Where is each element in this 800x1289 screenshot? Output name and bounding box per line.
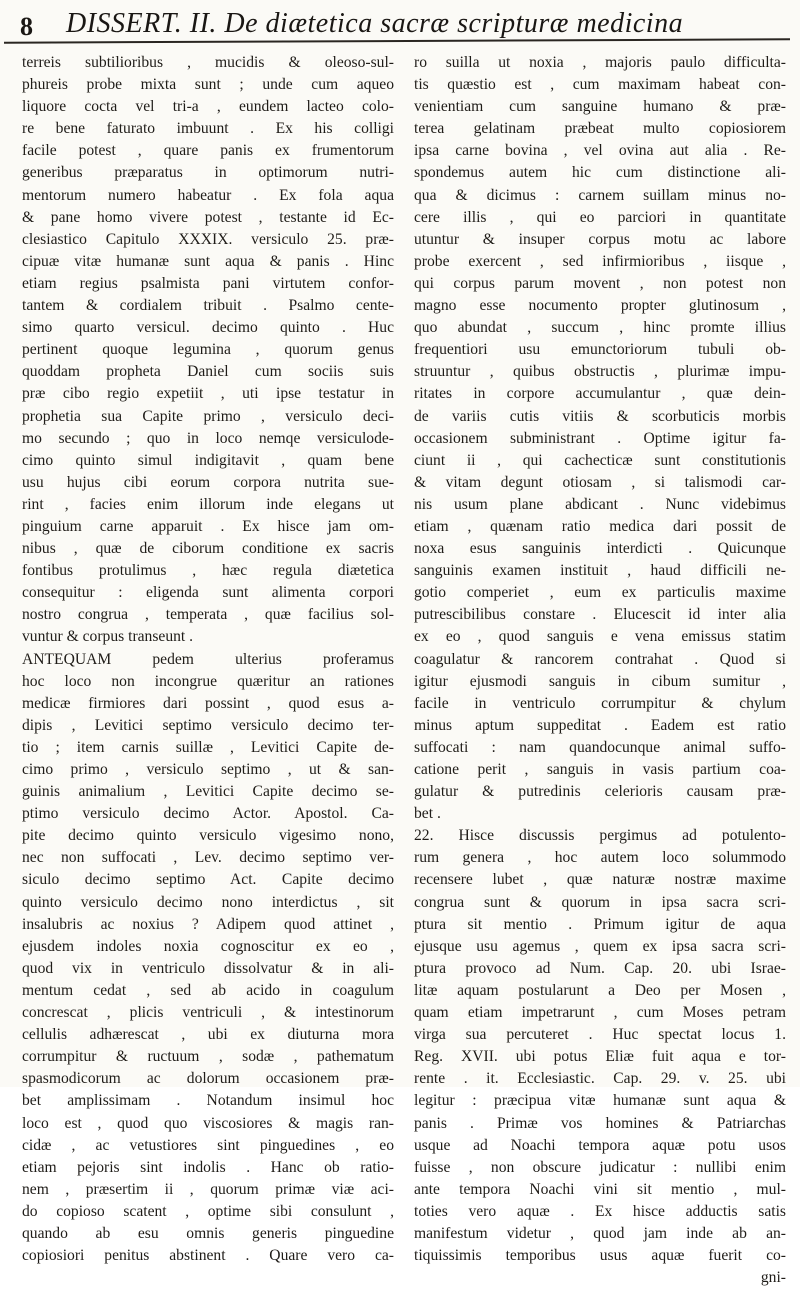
text-line: ro suilla ut noxia , majoris paulo difficulta-	[414, 54, 786, 71]
text-line: fontibus protulimus , hæc regula diætetica	[22, 562, 394, 580]
text-line: usu hujus cibi eorum corpora nutrita sue-	[22, 473, 394, 491]
text-line: cere illis , qui eo parciori in quantitate	[414, 208, 786, 226]
text-line: guinis animalium , Levitici Capite decimo se-	[22, 783, 394, 801]
text-line: putrescibilibus constare . Elucescit id inter alia	[414, 606, 786, 624]
text-line: catione perit , sanguis in vasis partium coa-	[414, 761, 786, 778]
text-line: ejusdem indoles noxia cognoscitur ex eo ,	[22, 937, 394, 955]
text-line: cidæ , ac vetustiores sint pinguedines , eo	[22, 1136, 394, 1154]
text-line: suffocati : nam quandocunque animal suffo-	[414, 738, 786, 756]
text-line: clesiastico Capitulo XXXIX. versiculo 25. præ-	[22, 230, 394, 248]
text-line: coagulatur & rancorem contrahat . Quod si	[414, 650, 786, 668]
text-line: quod vix in ventriculo dissolvatur & in ali-	[22, 959, 394, 977]
text-line: etiam regius psalmista pani virtutem confor-	[22, 274, 394, 292]
text-line: loco est , quod quo viscosiores & magis ran-	[22, 1114, 394, 1132]
text-line: noxa esus sanguinis interdicti . Quicunque	[414, 540, 786, 558]
text-line: hoc loco non incongrue quæritur an rationes	[22, 672, 394, 690]
text-line: cimo primo , versiculo septimo , ut & san-	[22, 761, 394, 778]
text-line: ptimo versiculo decimo Actor. Apostol. Ca-	[22, 805, 394, 823]
text-line: cimo quinto simul indigitavit , quam bene	[22, 451, 394, 469]
text-line: ptura provoco ad Num. Cap. 20. ubi Israe-	[414, 959, 786, 977]
text-line: de variis cutis vitiis & scorbuticis morbis	[414, 407, 786, 425]
text-line: virga sua percuteret . Huc spectat locus 1.	[414, 1026, 786, 1044]
text-line: præ cibo regio expetiit , uti ipse testatur in	[22, 385, 394, 403]
text-line: bet amplissimam . Notandum insimul hoc	[22, 1092, 394, 1110]
running-head	[20, 6, 790, 40]
text-line: & pane homo vivere potest , testante id Ec-	[22, 208, 394, 226]
text-line: nibus , quæ de ciborum conditione ex sacris	[22, 540, 394, 558]
text-line: mentorum numero habeatur . Ex fola aqua	[22, 186, 394, 204]
running-head-title: DISSERT. II. De diætetica sacræ scripturæ medicina	[66, 8, 684, 39]
text-line: ejusque usu agemus , quem ex ipsa sacra scri-	[414, 937, 786, 955]
right-text-column	[414, 52, 786, 1287]
text-line: rum genera , hoc autem loco solummodo	[414, 849, 786, 867]
text-line: fuisse , non obscure judicatur : nullibi enim	[414, 1158, 786, 1176]
text-line: tantem & cordialem tribuit . Psalmo cente-	[22, 297, 394, 315]
text-line: ex eo , quod sanguis e vena emissus statim	[414, 628, 786, 646]
text-line: vuntur & corpus transeunt .	[22, 628, 194, 646]
text-line: ptura sit mentio . Primum igitur de aqua	[414, 915, 786, 933]
text-line: mo secundo ; quo in loco nemqe versiculode-	[22, 429, 394, 447]
text-line: minus aptum suppeditat . Eadem est ratio	[414, 716, 786, 734]
text-line: legitur : præcipua vitæ humanæ sunt aqua &	[414, 1092, 786, 1110]
text-line: pinguium carne apparuit . Ex hisce jam om-	[22, 517, 394, 535]
text-line: nostro congrua , temperata , quæ facilius sol-	[22, 606, 394, 624]
text-line: prophetia sua Capite primo , versiculo deci-	[22, 407, 394, 425]
text-line: 22. Hisce discussis pergimus ad potulento-	[414, 827, 786, 845]
text-line: mentum cedat , sed ab acido in coagulum	[22, 981, 394, 999]
text-line: quam etiam impetrarunt , cum Moses petram	[414, 1004, 786, 1022]
text-line: medicæ firmiores dari possint , quod esus a-	[22, 694, 394, 712]
text-line: pertinent quoque legumina , quorum genus	[22, 341, 394, 359]
text-line: spasmodicorum ac dolorum occasionem præ-	[22, 1070, 394, 1088]
text-line: concrescat , plicis ventriculi , & intestinorum	[22, 1004, 394, 1022]
text-line: recensere lubet , quæ naturæ nostræ maxime	[414, 871, 786, 889]
text-line: toties vero aquæ . Ex hisce adductis satis	[414, 1202, 786, 1220]
text-line: rint , facies enim illorum inde elegans ut	[22, 495, 394, 513]
text-line: manifestum videtur , quod jam inde ab an-	[414, 1224, 786, 1242]
text-line: rente . it. Ecclesiastic. Cap. 29. v. 25. ubi	[414, 1070, 786, 1088]
text-line: quoddam propheta Daniel cum sociis suis	[22, 363, 394, 381]
text-line: corrumpitur & ructuum , sodæ , pathematum	[22, 1048, 394, 1066]
text-line: liquore cocta vel tri-a , eundem lacteo colo-	[22, 98, 394, 116]
text-line: cipuæ vitæ humanæ sunt aqua & panis . Hinc	[22, 252, 394, 270]
text-line: etiam pejoris sint indolis . Hanc ob ratio-	[22, 1158, 394, 1176]
text-line: nem , præsertim ii , quorum primæ viæ aci-	[22, 1180, 394, 1198]
text-line: ante tempora Noachi vini sit mentio , mul-	[414, 1180, 786, 1198]
text-line: sanguinis examen instituit , haud difficili ne-	[414, 562, 786, 580]
text-line: qui corpus parum movent , non potest non	[414, 274, 786, 292]
text-line: consequitur : eligenda sunt alimenta corpori	[22, 584, 394, 602]
text-line: quinto versiculo decimo nono interdictus , sit	[22, 893, 394, 911]
text-line: copiosiori penitus abstinent . Quare vero ca-	[22, 1247, 394, 1265]
text-line: usque ad Noachi tempora aquæ potu usos	[414, 1136, 786, 1154]
text-line: panis . Primæ vos homines & Patriarchas	[414, 1114, 786, 1132]
text-line: do copioso scatent , optime sibi consulunt ,	[22, 1202, 394, 1220]
text-line: occasionem subministrant . Optime igitur fa-	[414, 429, 786, 447]
text-line: qua & dicimus : carnem suillam minus no-	[414, 186, 786, 204]
text-line: frequentiori usu emunctoriorum tubuli ob-	[414, 341, 786, 359]
text-line: ANTEQUAM pedem ulterius proferamus	[22, 650, 394, 668]
text-line: magno esse nocumento propter glutinosum ,	[414, 297, 786, 315]
text-line: simo quarto versicul. decimo quinto . Huc	[22, 319, 394, 337]
text-line: nis usum plane abdicant . Nunc videbimus	[414, 495, 786, 513]
text-line: dipis , Levitici septimo versiculo decimo ter-	[22, 716, 394, 734]
text-line: siculo decimo septimo Act. Capite decimo	[22, 871, 394, 889]
text-line: Reg. XVII. ubi potus Eliæ fuit aqua e tor-	[414, 1048, 786, 1066]
catchword: gni-	[760, 1269, 786, 1287]
text-line: tio ; item carnis suillæ , Levitici Capite de-	[22, 738, 394, 756]
left-text-column	[22, 52, 394, 1265]
text-line: etiam , quænam ratio medica dari possit de	[414, 517, 786, 535]
text-line: ipsa carne bovina , vel ovina aut alia . Re-	[414, 142, 786, 160]
text-line: quo abundat , succum , hinc promte illius	[414, 319, 786, 337]
text-line: utuntur & insuper corpus motu ac labore	[414, 230, 786, 248]
text-line: igitur ejusmodi sanguis in cibum sumitur ,	[414, 672, 786, 690]
text-line: venientiam cum sanguine humano & præ-	[414, 98, 786, 116]
text-line: nec non suffocati , Lev. decimo septimo ver-	[22, 849, 394, 867]
text-line: struuntur , quibus obstructis , plurimæ impu-	[414, 363, 786, 381]
text-line: pite decimo quinto versiculo vigesimo nono,	[22, 827, 394, 845]
text-line: spondemus autem hic cum distinctione ali-	[414, 164, 786, 182]
text-line: & vitam degunt otiosam , si talismodi car-	[414, 473, 786, 491]
text-line: cellulis adhærescat , ubi ex diuturna mora	[22, 1026, 394, 1044]
text-line: probe exercent , sed infirmioribus , iisque ,	[414, 252, 786, 270]
text-line: re bene faturato imbuunt . Ex his colligi	[22, 120, 394, 138]
text-line: facile potest , quare panis ex frumentorum	[22, 142, 394, 160]
text-line: congrua sunt & quorum in ipsa sacra scri-	[414, 893, 786, 911]
text-line: gulatur & putredinis celerioris causam præ-	[414, 783, 786, 801]
text-line: generibus præparatus in optimorum nutri-	[22, 164, 394, 182]
text-line: terreis subtilioribus , mucidis & oleoso-sul-	[22, 54, 394, 71]
text-line: phureis probe mixta sunt ; unde cum aqueo	[22, 76, 394, 94]
text-line: terea gelatinam præbeat multo copiosiorem	[414, 120, 786, 138]
text-line: quando ab esu omnis generis pinguedine	[22, 1224, 394, 1242]
text-line: ritates in corpore accumulantur , quæ dein-	[414, 385, 786, 403]
page-number: 8	[20, 12, 33, 41]
text-line: tis quæstio est , cum maximam habeat con-	[414, 76, 786, 94]
text-line: litæ aquam postularunt a Deo per Mosen ,	[414, 981, 786, 999]
text-line: insalubris ac noxius ? Adipem quod attinet ,	[22, 915, 394, 933]
text-line: ciunt ii , qui cachecticæ sunt constitutionis	[414, 451, 786, 469]
text-line: gotio comperiet , eum ex particulis maxime	[414, 584, 786, 602]
text-line: tiquissimis temporibus usus aquæ fuerit co-	[414, 1247, 786, 1265]
text-line: facile in ventriculo corrumpitur & chylum	[414, 694, 786, 712]
text-line: bet .	[414, 805, 441, 823]
